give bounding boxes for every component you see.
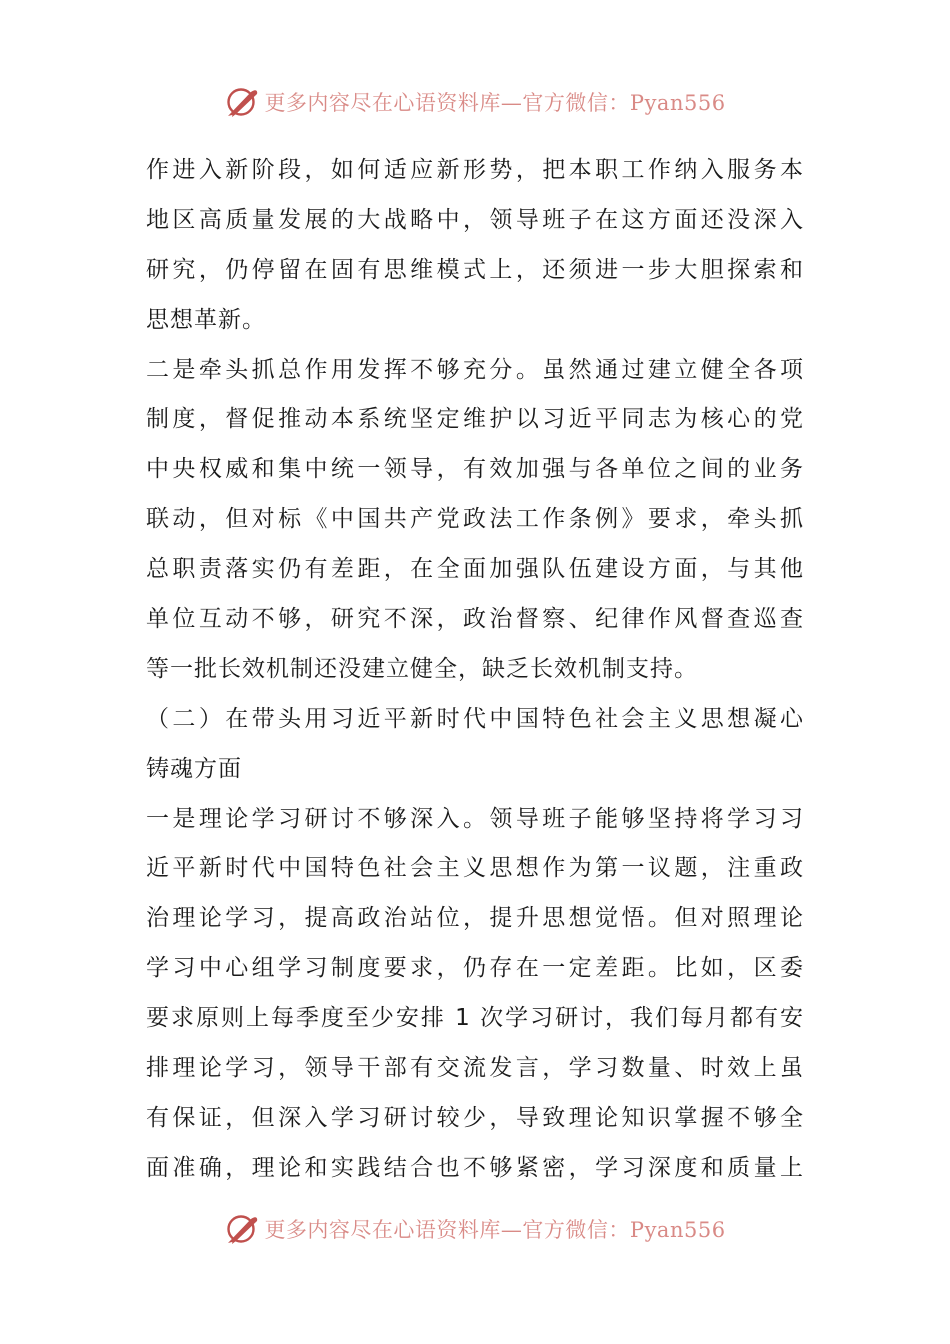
banner-text: 更多内容尽在心语资料库—官方微信：Pyan556 xyxy=(264,91,726,115)
quill-logo-icon xyxy=(224,84,260,120)
text-line: 研究，仍停留在固有思维模式上，还须进一步大胆探索和 xyxy=(146,256,804,283)
text-line: 治理论学习，提高政治站位，提升思想觉悟。但对照理论 xyxy=(146,905,804,932)
text-line: 学习中心组学习制度要求，仍存在一定差距。比如，区委 xyxy=(146,955,804,982)
text-line: （二）在带头用习近平新时代中国特色社会主义思想凝心 xyxy=(146,705,804,732)
text-line: 二是牵头抓总作用发挥不够充分。虽然通过建立健全各项 xyxy=(146,356,804,383)
text-line: 单位互动不够，研究不深，政治督察、纪律作风督查巡查 xyxy=(146,606,804,633)
text-line: 联动，但对标《中国共产党政法工作条例》要求，牵头抓 xyxy=(146,506,804,533)
text-line: 思想革新。 xyxy=(146,306,266,333)
text-line: 有保证，但深入学习研讨较少，导致理论知识掌握不够全 xyxy=(146,1104,804,1131)
text-line: 要求原则上每季度至少安排 1 次学习研讨，我们每月都有安 xyxy=(146,1005,804,1032)
text-line: 铸魂方面 xyxy=(146,755,242,782)
text-line: 作进入新阶段，如何适应新形势，把本职工作纳入服务本 xyxy=(146,157,804,183)
text-line: 制度，督促推动本系统坚定维护以习近平同志为核心的党 xyxy=(146,406,804,433)
document-body xyxy=(146,146,804,1194)
text-line: 等一批长效机制还没建立健全，缺乏长效机制支持。 xyxy=(146,655,698,682)
quill-logo-icon xyxy=(224,1211,260,1247)
banner-text: 更多内容尽在心语资料库—官方微信：Pyan556 xyxy=(264,1218,726,1242)
text-line: 中央权威和集中统一领导，有效加强与各单位之间的业务 xyxy=(146,456,804,483)
text-line: 总职责落实仍有差距，在全面加强队伍建设方面，与其他 xyxy=(146,556,804,583)
text-line: 面准确，理论和实践结合也不够紧密，学习深度和质量上 xyxy=(146,1154,804,1181)
footer-banner xyxy=(0,1207,950,1251)
header-banner xyxy=(0,80,950,124)
text-line: 地区高质量发展的大战略中，领导班子在这方面还没深入 xyxy=(146,206,804,233)
text-line: 近平新时代中国特色社会主义思想作为第一议题，注重政 xyxy=(146,855,804,882)
text-line: 排理论学习，领导干部有交流发言，学习数量、时效上虽 xyxy=(146,1055,804,1082)
text-line: 一是理论学习研讨不够深入。领导班子能够坚持将学习习 xyxy=(146,805,804,832)
